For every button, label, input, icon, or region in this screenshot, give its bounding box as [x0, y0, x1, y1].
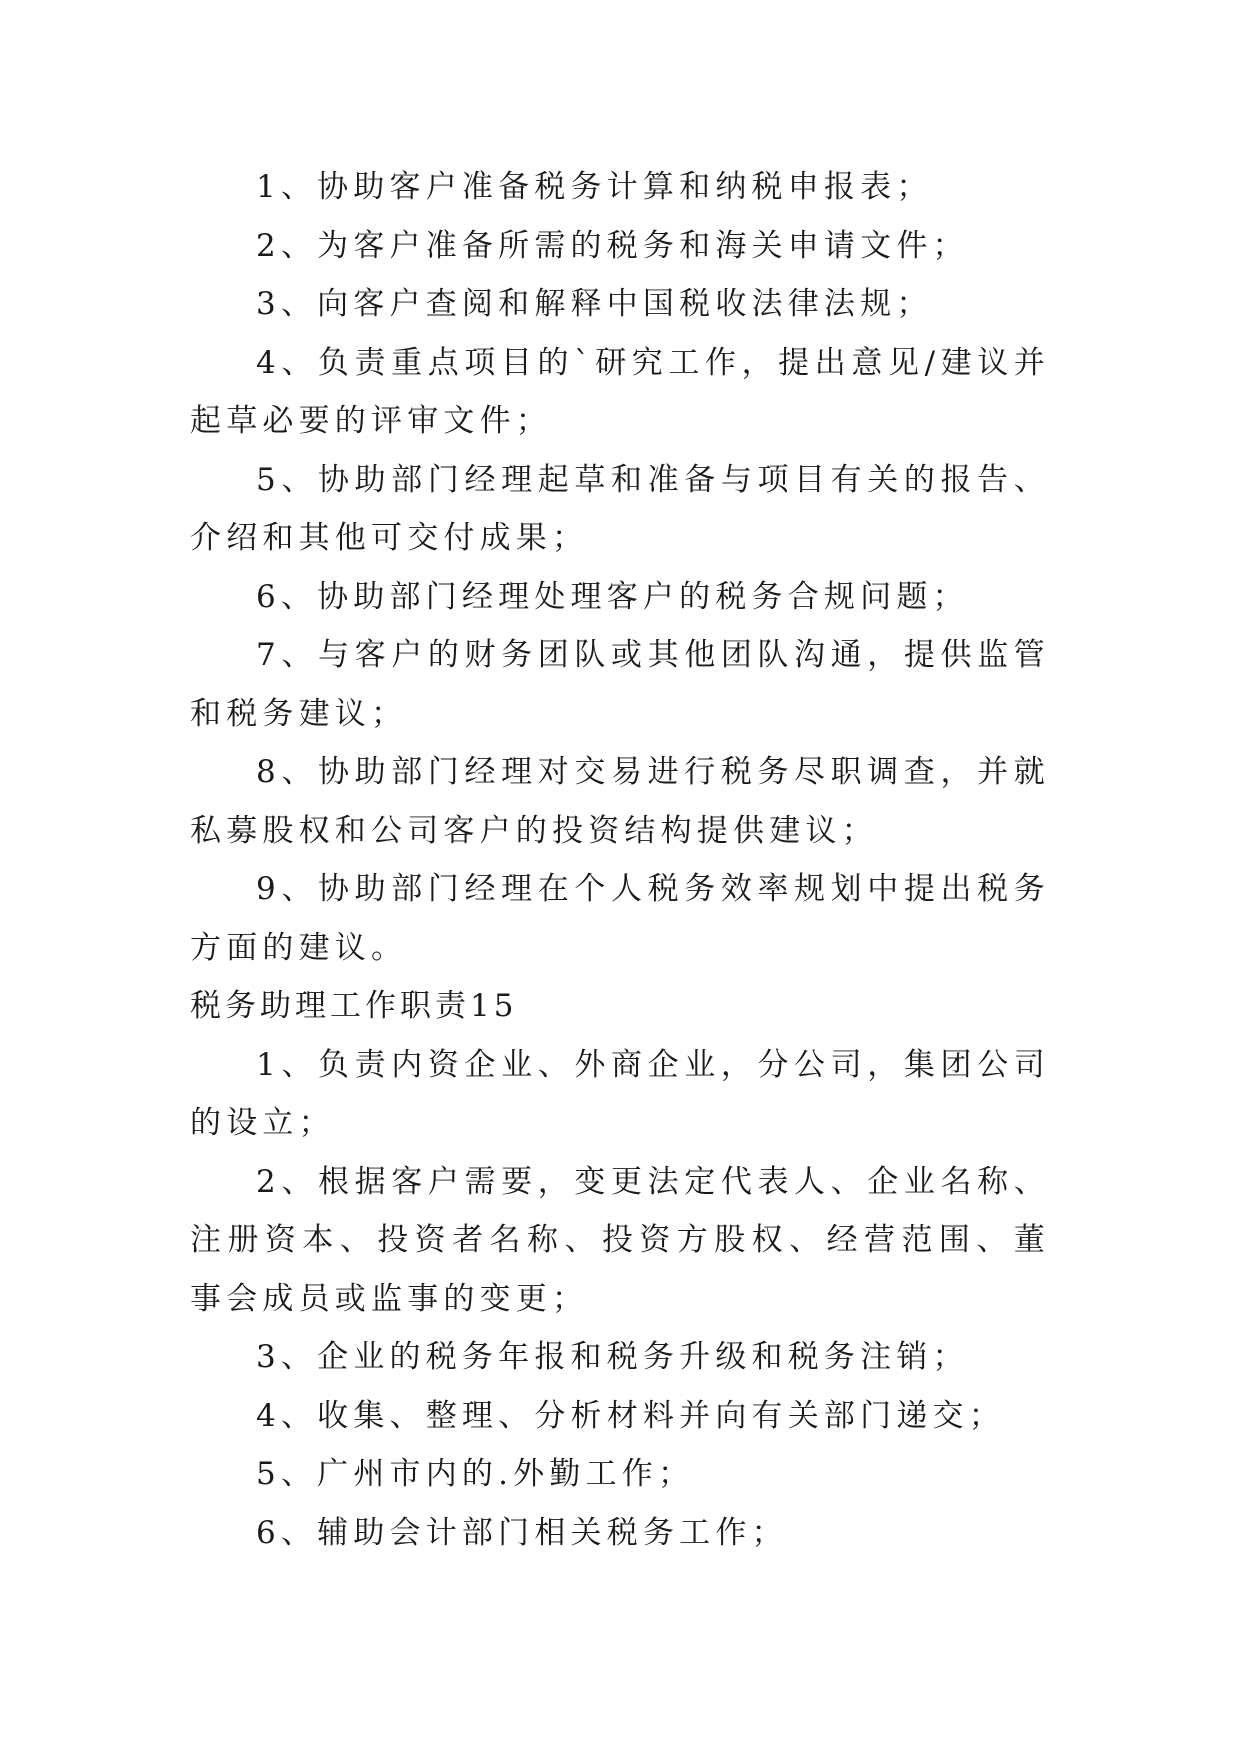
list-item: 3、向客户查阅和解释中国税收法律法规； [256, 286, 933, 322]
list-item: 7、与客户的财务团队或其他团队沟通，提供监管和税务建议； [190, 637, 1050, 732]
list-item: 4、负责重点项目的`研究工作，提出意见/建议并起草必要的评审文件； [190, 344, 1050, 439]
list-item: 5、广州市内的.外勤工作； [256, 1456, 695, 1492]
list-item: 1、负责内资企业、外商企业，分公司，集团公司的设立； [190, 1046, 1050, 1141]
list-item: 1、协助客户准备税务计算和纳税申报表； [256, 169, 933, 205]
list-item: 6、辅助会计部门相关税务工作； [256, 1514, 788, 1551]
list-item: 4、收集、整理、分析材料并向有关部门递交； [256, 1397, 1005, 1434]
section-heading: 税务助理工作职责15 [190, 988, 518, 1024]
list-item: 5、协助部门经理起草和准备与项目有关的报告、介绍和其他可交付成果； [190, 461, 1050, 556]
list-item: 3、企业的税务年报和税务升级和税务注销； [256, 1339, 969, 1375]
list-item: 6、协助部门经理处理客户的税务合规问题； [256, 578, 969, 615]
list-item: 9、协助部门经理在个人税务效率规划中提出税务方面的建议。 [190, 871, 1050, 966]
list-item: 8、协助部门经理对交易进行税务尽职调查，并就私募股权和公司客户的投资结构提供建议； [190, 754, 1050, 849]
list-item: 2、根据客户需要，变更法定代表人、企业名称、注册资本、投资者名称、投资方股权、经营范围、董事会成员或监事的变更； [190, 1163, 1050, 1317]
document-body [190, 158, 1050, 1562]
list-item: 2、为客户准备所需的税务和海关申请文件； [256, 227, 969, 264]
